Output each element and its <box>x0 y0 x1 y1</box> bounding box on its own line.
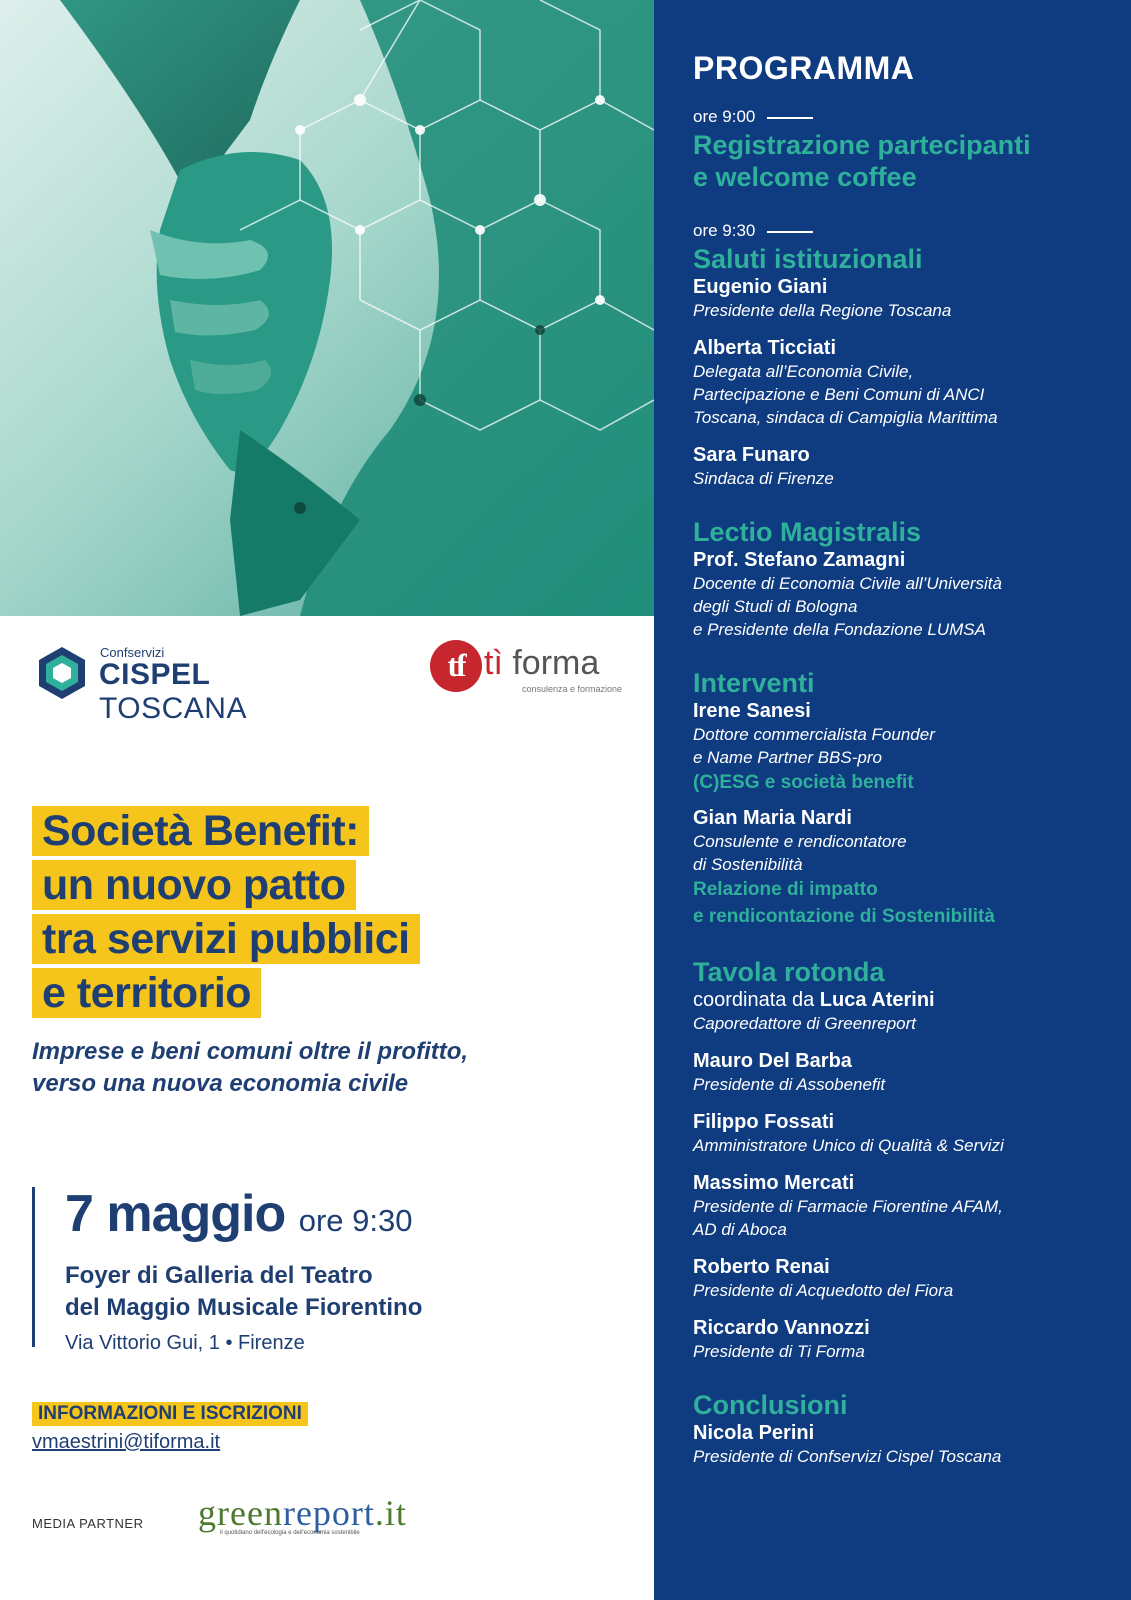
title-line: un nuovo patto <box>32 860 356 910</box>
time-dash <box>767 117 813 119</box>
event-venue <box>65 1260 525 1324</box>
speaker-role: di Sostenibilità <box>693 855 803 874</box>
time-marker <box>693 221 1113 241</box>
media-partner-label: MEDIA PARTNER <box>32 1516 144 1531</box>
program-list <box>693 50 1113 1468</box>
cispel-bold-text: CISPEL <box>99 658 211 691</box>
cispel-name <box>99 658 366 726</box>
speaker-role: Presidente di Assobenefit <box>693 1075 886 1094</box>
speaker-role: Delegata all’Economia Civile, <box>693 362 914 381</box>
speaker-role: Amministratore Unico di Qualità & Servizi <box>693 1136 1004 1155</box>
info-email-link[interactable]: vmaestrini@tiforma.it <box>32 1431 221 1453</box>
tiforma-forma-text: forma <box>502 644 600 682</box>
time-text: ore 9:30 <box>693 221 756 240</box>
section-line: e welcome coffee <box>693 162 917 192</box>
coordinator-name: Luca Aterini <box>819 989 935 1011</box>
section-tavola: Tavola rotonda <box>693 957 885 987</box>
talk-topic: (C)ESG e società benefit <box>693 772 914 793</box>
time-text: ore 9:00 <box>693 107 756 126</box>
event-details <box>32 1185 525 1354</box>
speaker-name: Sara Funaro <box>693 444 810 466</box>
speaker-role: Presidente di Confservizi Cispel Toscana <box>693 1447 1002 1466</box>
section-conclusioni: Conclusioni <box>693 1390 848 1420</box>
greenreport-green-text: green <box>198 1493 283 1533</box>
speaker-role: Consulente e rendicontatore <box>693 832 907 851</box>
section-registration <box>693 129 1113 193</box>
event-subtitle <box>32 1036 632 1100</box>
time-dash <box>767 231 813 233</box>
tiforma-wordmark <box>484 644 599 683</box>
cispel-rest-text: TOSCANA <box>99 692 247 725</box>
speaker-role: Dottore commercialista Founder <box>693 725 935 744</box>
speaker-role: Caporedattore di Greenreport <box>693 1014 917 1033</box>
speaker-name: Prof. Stefano Zamagni <box>693 549 906 571</box>
speaker-role: Presidente di Farmacie Fiorentine AFAM, <box>693 1197 1003 1216</box>
title-line: Società Benefit: <box>32 806 369 856</box>
cispel-confservizi-text: Confservizi <box>100 645 165 660</box>
speaker-name: Mauro Del Barba <box>693 1050 852 1072</box>
speaker-role: Partecipazione e Beni Comuni di ANCI <box>693 385 985 404</box>
tiforma-ti-text: tì <box>484 644 503 682</box>
title-line: e territorio <box>32 968 261 1018</box>
event-address: Via Vittorio Gui, 1 • Firenze <box>65 1332 305 1354</box>
speaker-role: degli Studi di Bologna <box>693 597 858 616</box>
speaker-name: Alberta Ticciati <box>693 337 837 359</box>
title-line: tra servizi pubblici <box>32 914 420 964</box>
handshake-photo <box>0 0 654 616</box>
info-label: INFORMAZIONI E ISCRIZIONI <box>32 1402 308 1426</box>
talk-topic: Relazione di impatto <box>693 879 878 900</box>
tiforma-logo-icon: tf <box>430 640 482 692</box>
speaker-role: Presidente della Regione Toscana <box>693 301 952 320</box>
subtitle-line: Imprese e beni comuni oltre il profitto, <box>32 1038 469 1065</box>
speaker-name: Gian Maria Nardi <box>693 807 852 829</box>
section-saluti: Saluti istituzionali <box>693 244 923 274</box>
talk-topic: e rendicontazione di Sostenibilità <box>693 906 995 927</box>
cispel-toscana-logo <box>36 645 366 725</box>
time-text: ore 9:30 <box>298 1203 413 1238</box>
coordinator-line <box>693 988 1113 1012</box>
speaker-role: Toscana, sindaca di Campiglia Marittima <box>693 408 998 427</box>
venue-line: del Maggio Musicale Fiorentino <box>65 1294 423 1321</box>
speaker-role: Sindaca di Firenze <box>693 469 834 488</box>
tiforma-tagline: consulenza e formazione <box>522 684 623 694</box>
speaker-name: Roberto Renai <box>693 1256 830 1278</box>
coordinator-prefix: coordinata da <box>693 989 820 1011</box>
section-interventi: Interventi <box>693 668 815 698</box>
time-marker <box>693 107 1113 127</box>
speaker-role: AD di Aboca <box>693 1220 787 1239</box>
handshake-illustration <box>0 0 654 616</box>
section-lectio: Lectio Magistralis <box>693 517 922 547</box>
greenreport-tagline: il quotidiano dell'ecologia e dell'economia sostenibile <box>220 1530 360 1536</box>
greenreport-it-text: .it <box>374 1493 407 1533</box>
event-date <box>65 1187 525 1248</box>
speaker-name: Nicola Perini <box>693 1422 815 1444</box>
speaker-name: Filippo Fossati <box>693 1111 835 1133</box>
speaker-role: Presidente di Ti Forma <box>693 1342 865 1361</box>
event-title <box>32 806 420 1022</box>
speaker-role: Presidente di Acquedotto del Fiora <box>693 1281 954 1300</box>
tiforma-logo <box>430 640 630 700</box>
subtitle-line: verso una nuova economia civile <box>32 1070 409 1097</box>
speaker-role: Docente di Economia Civile all’Università <box>693 574 1002 593</box>
speaker-role: e Presidente della Fondazione LUMSA <box>693 620 986 639</box>
speaker-name: Irene Sanesi <box>693 700 811 722</box>
program-title: PROGRAMMA <box>693 50 915 86</box>
cispel-hexagon-logo-icon <box>36 645 88 701</box>
speaker-name: Riccardo Vannozzi <box>693 1317 870 1339</box>
section-line: Registrazione partecipanti <box>693 130 1031 160</box>
speaker-name: Massimo Mercati <box>693 1172 855 1194</box>
venue-line: Foyer di Galleria del Teatro <box>65 1262 373 1289</box>
speaker-name: Eugenio Giani <box>693 276 828 298</box>
greenreport-report-text: report <box>282 1493 375 1533</box>
greenreport-logo <box>198 1492 407 1534</box>
date-text: 7 maggio <box>65 1185 286 1243</box>
speaker-role: e Name Partner BBS-pro <box>693 748 882 767</box>
